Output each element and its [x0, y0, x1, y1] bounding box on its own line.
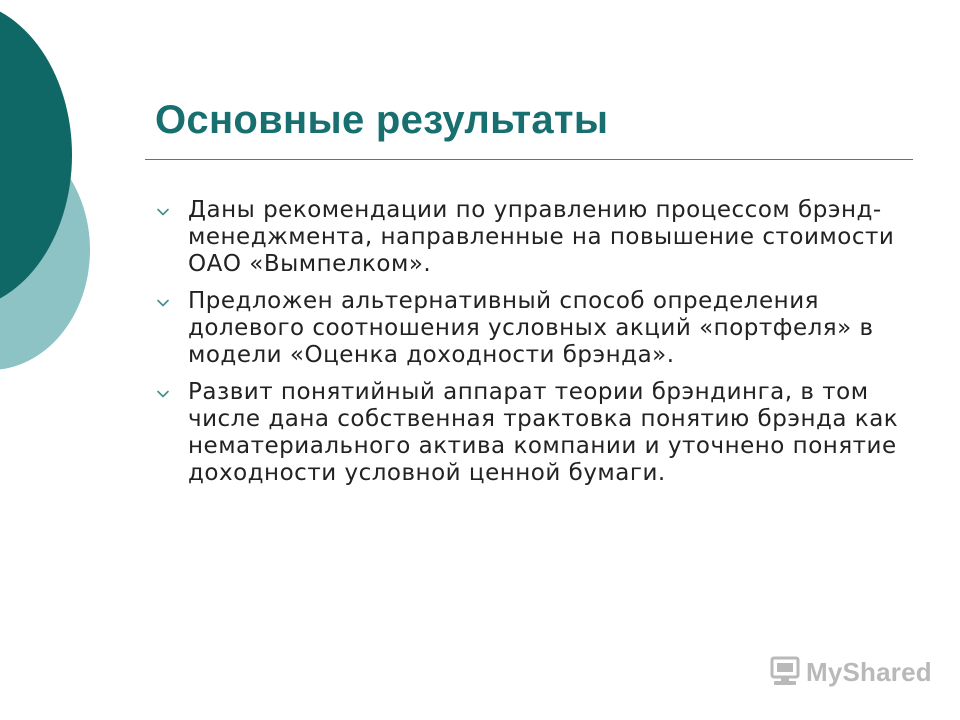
- list-item: [150, 379, 910, 487]
- chevron-down-icon: [156, 296, 170, 310]
- bullet-text: Развит понятийный аппарат теории брэндинга, в том числе дана собственная трактовка понятию брэнда как нематериального актива компании и уточнено понятие доходности условной ценной бумаги.: [188, 379, 899, 486]
- computer-icon: [768, 655, 802, 689]
- title-divider: [145, 159, 913, 160]
- bullet-list: [150, 197, 910, 497]
- list-item: [150, 288, 910, 369]
- slide-title: Основные результаты: [155, 98, 609, 142]
- bullet-text: Предложен альтернативный способ определения долевого соотношения условных акций «портфеля» в модели «Оценка доходности брэнда».: [188, 288, 874, 368]
- list-item: [150, 197, 910, 278]
- chevron-down-icon: [156, 387, 170, 401]
- watermark: [768, 655, 932, 689]
- bullet-text: Даны рекомендации по управлению процессом брэнд-менеджмента, направленные на повышение стоимости ОАО «Вымпелком».: [188, 197, 895, 277]
- watermark-text: MyShared: [806, 656, 932, 687]
- chevron-down-icon: [156, 205, 170, 219]
